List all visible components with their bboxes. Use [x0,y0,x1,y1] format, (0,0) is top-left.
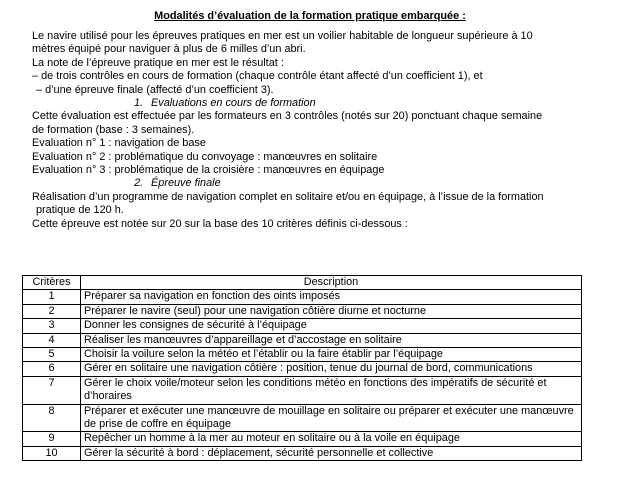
section-number: 1. [134,97,144,110]
intro-line: mètres équipé pour naviguer à plus de 6 milles d’un abri. [32,43,306,56]
section-line: pratique de 120 h. [36,204,124,217]
criterion-description: Repêcher un homme à la mer au moteur en solitaire ou à la voile en équipage [81,432,582,446]
criterion-number: 7 [23,376,81,404]
section-line: Réalisation d’un programme de navigation complet en solitaire et/ou en équipage, à l’issue de la formation [32,190,544,203]
criterion-number: 4 [23,333,81,347]
table-row [23,404,582,432]
criterion-description: Préparer sa navigation en fonction des oints imposés [81,290,582,304]
table-row [23,376,582,404]
section-heading-epreuve-finale [32,177,602,190]
criterion-description: Gérer en solitaire une navigation côtière : position, tenue du journal de bord, communications [81,362,582,376]
criterion-number: 9 [23,432,81,446]
table-row [23,362,582,376]
section-line: Evaluation n° 3 : problématique de la croisière : manœuvres en équipage [32,164,385,177]
table-row [23,446,582,460]
column-header-criteres: Critères [23,276,81,290]
table-row [23,290,582,304]
intro-line: Le navire utilisé pour les épreuves pratiques en mer est un voilier habitable de longueur supérieure à 10 [32,30,533,42]
section-line: Evaluation n° 1 : navigation de base [32,137,206,150]
table-row [23,432,582,446]
table-row [23,333,582,347]
section-line: Cette épreuve est notée sur 20 sur la base des 10 critères définis ci-dessous : [32,217,408,230]
criterion-description: Donner les consignes de sécurité à l’équipage [81,319,582,333]
criterion-description: Préparer et exécuter une manœuvre de mouillage en solitaire ou préparer et exécuter une manœuvre de prise de coffre en équipage [81,404,582,432]
section-heading-text: Evaluations en cours de formation [151,97,316,110]
section-line: Evaluation n° 2 : problématique du convoyage : manœuvres en solitaire [32,150,378,163]
column-header-description: Description [81,276,582,290]
document-body [32,30,602,231]
intro-line: – de trois contrôles en cours de formation (chaque contrôle étant affecté d’un coefficient 1), et [32,70,483,83]
criterion-description: Préparer le navire (seul) pour une navigation côtière diurne et nocturne [81,304,582,318]
table-header-row [23,276,582,290]
section-line: Cette évaluation est effectuée par les formateurs en 3 contrôles (notés sur 20) ponctuant chaque semaine [32,110,543,123]
section-number: 2. [134,177,144,190]
criterion-number: 10 [23,446,81,460]
intro-line: La note de l’épreuve pratique en mer est le résultat : [32,56,284,69]
criterion-number: 5 [23,348,81,362]
section-heading-text: Épreuve finale [151,177,221,190]
intro-line: – d’une épreuve finale (affecté d’un coefficient 3). [36,83,274,96]
criterion-number: 6 [23,362,81,376]
criterion-description: Réaliser les manœuvres d’appareillage et d’accostage en solitaire [81,333,582,347]
criterion-description: Gérer la sécurité à bord : déplacement, sécurité personnelle et collective [81,446,582,460]
criterion-number: 2 [23,304,81,318]
table-row [23,304,582,318]
criterion-number: 3 [23,319,81,333]
section-line: de formation (base : 3 semaines). [32,123,195,136]
criterion-number: 1 [23,290,81,304]
table-row [23,319,582,333]
criterion-number: 8 [23,404,81,432]
table-row [23,348,582,362]
criterion-description: Gérer le choix voile/moteur selon les conditions météo en fonctions des impératifs de sécurité et d’horaires [81,376,582,404]
criterion-description: Choisir la voilure selon la météo et l’établir ou la faire établir par l’équipage [81,348,582,362]
criteria-table [22,275,582,461]
document-title: Modalités d’évaluation de la formation pratique embarquée : [154,10,466,22]
section-heading-evaluations [32,97,602,110]
